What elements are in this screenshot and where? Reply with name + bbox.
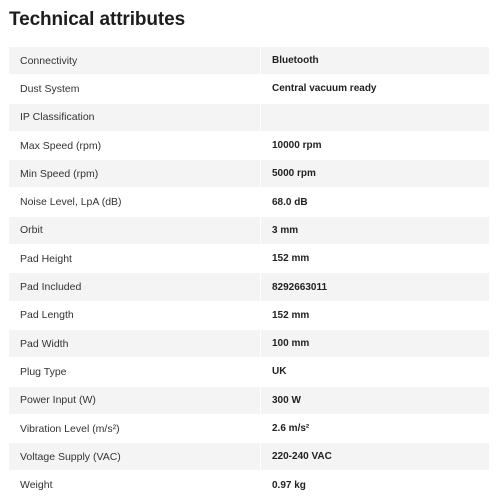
attribute-label: Voltage Supply (VAC) (9, 443, 261, 471)
attribute-value (261, 103, 490, 131)
table-row (9, 131, 489, 159)
attribute-value: 220-240 VAC (261, 443, 490, 471)
technical-attributes-table (9, 47, 489, 500)
attribute-value: 8292663011 (261, 273, 490, 301)
table-row (9, 443, 489, 471)
attribute-value: 300 W (261, 386, 490, 414)
table-row (9, 471, 489, 499)
attribute-label: Pad Included (9, 273, 261, 301)
attribute-value: 152 mm (261, 245, 490, 273)
table-row (9, 103, 489, 131)
table-row (9, 188, 489, 216)
attribute-label: Plug Type (9, 358, 261, 386)
attribute-label: Dust System (9, 75, 261, 103)
attribute-value: 100 mm (261, 329, 490, 357)
attribute-value: 2.6 m/s² (261, 414, 490, 442)
table-row (9, 386, 489, 414)
attribute-label: Pad Width (9, 329, 261, 357)
table-row (9, 358, 489, 386)
attribute-value: 152 mm (261, 301, 490, 329)
table-row (9, 301, 489, 329)
table-row (9, 414, 489, 442)
attribute-label: Orbit (9, 216, 261, 244)
table-row (9, 273, 489, 301)
attribute-value: 3 mm (261, 216, 490, 244)
table-row (9, 329, 489, 357)
attribute-value: UK (261, 358, 490, 386)
section-title: Technical attributes (9, 9, 186, 30)
table-row (9, 245, 489, 273)
attribute-label: Weight (9, 471, 261, 499)
attribute-label: IP Classification (9, 103, 261, 131)
attribute-label: Power Input (W) (9, 386, 261, 414)
attribute-value: 5000 rpm (261, 160, 490, 188)
table-row (9, 216, 489, 244)
table-row (9, 47, 489, 75)
table-row (9, 75, 489, 103)
attribute-label: Vibration Level (m/s²) (9, 414, 261, 442)
attribute-label: Pad Length (9, 301, 261, 329)
attribute-value: 68.0 dB (261, 188, 490, 216)
attribute-label: Noise Level, LpA (dB) (9, 188, 261, 216)
attribute-label: Connectivity (9, 47, 261, 75)
attribute-value: Central vacuum ready (261, 75, 490, 103)
attribute-value: 0.97 kg (261, 471, 490, 499)
table-row (9, 160, 489, 188)
attribute-label: Pad Height (9, 245, 261, 273)
attribute-value: 10000 rpm (261, 131, 490, 159)
attribute-label: Max Speed (rpm) (9, 131, 261, 159)
attribute-label: Min Speed (rpm) (9, 160, 261, 188)
attribute-value: Bluetooth (261, 47, 490, 75)
